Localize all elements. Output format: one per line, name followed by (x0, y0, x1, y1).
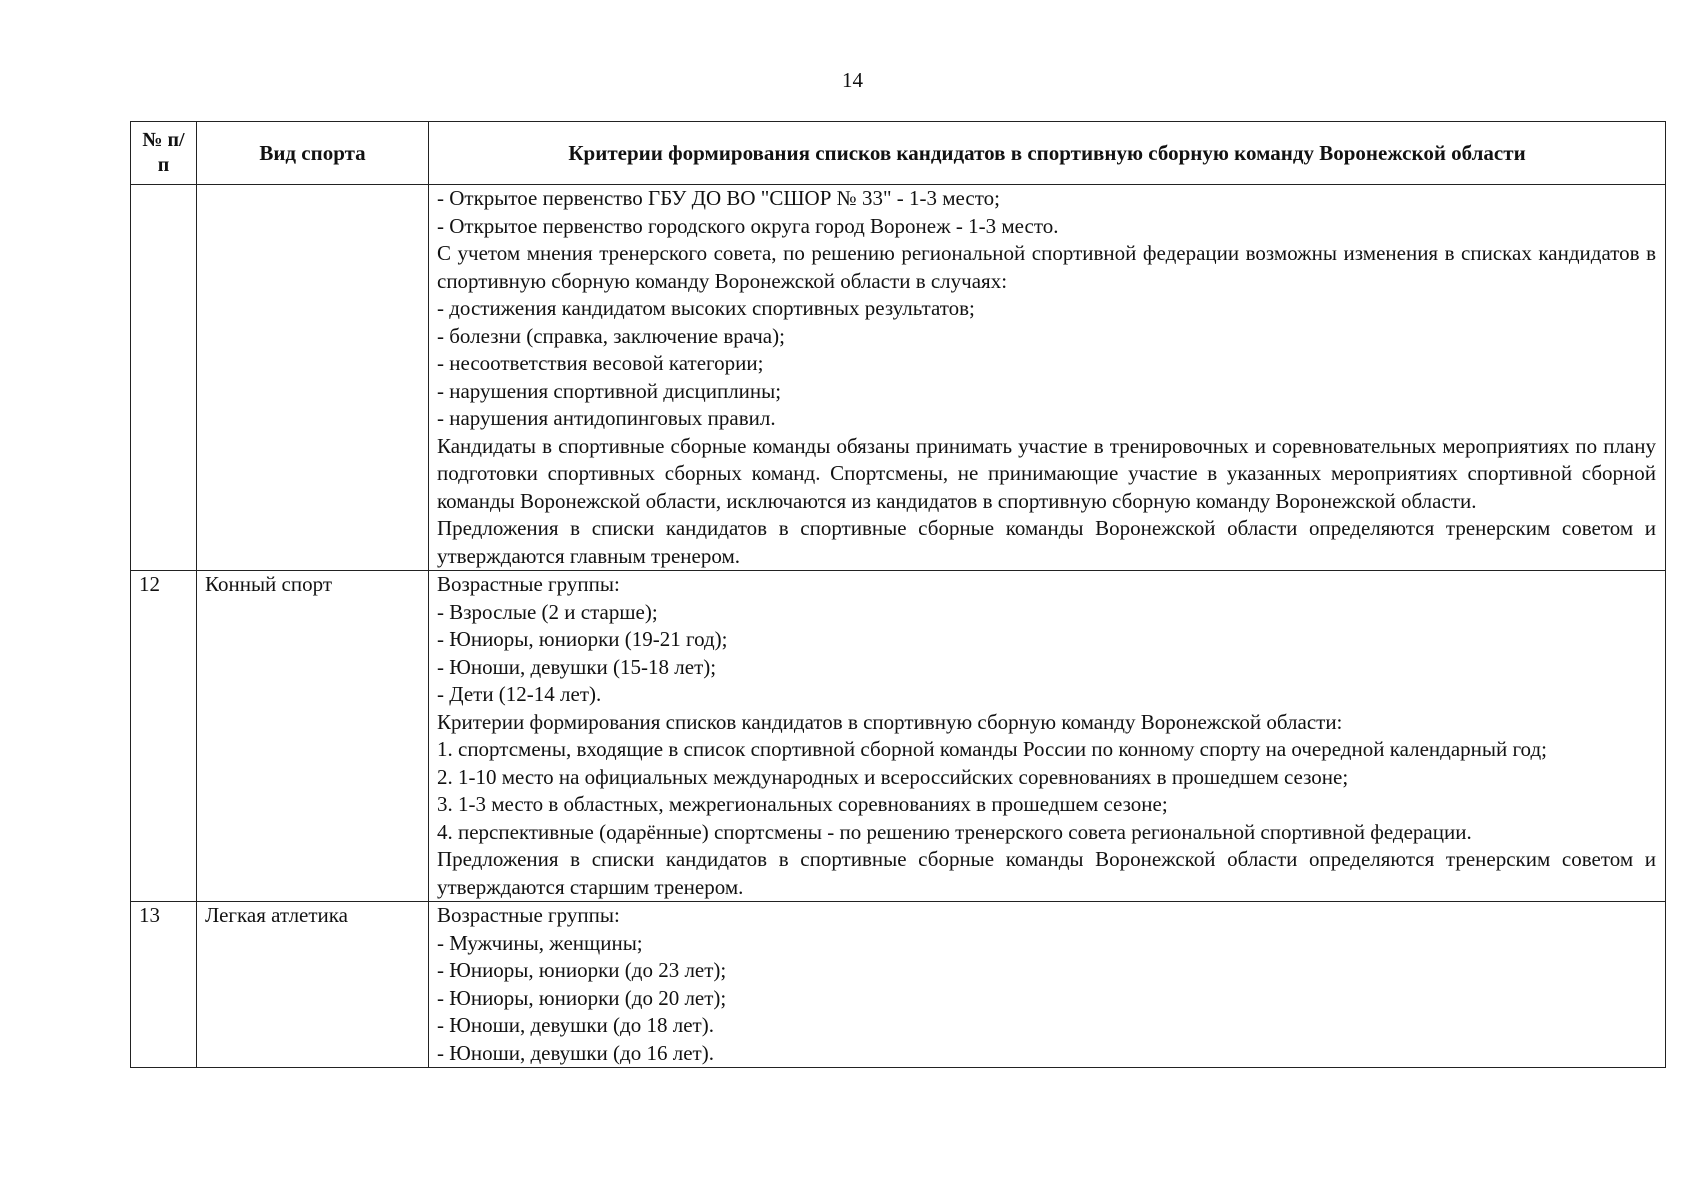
criteria-line: - Дети (12-14 лет). (437, 682, 602, 706)
criteria-paragraph: 1. спортсмены, входящие в список спортивной сборной команды России по конному спорту на очередной календарный год; (437, 737, 1547, 761)
row-sport (197, 185, 429, 571)
criteria-line: - Юноши, девушки (15-18 лет); (437, 654, 717, 679)
row-number (131, 185, 197, 571)
table-header-row (131, 122, 1666, 185)
page-number: 14 (842, 68, 863, 92)
row-criteria (429, 571, 1666, 902)
criteria-paragraph: Кандидаты в спортивные сборные команды обязаны принимать участие в тренировочных и соревновательных мероприятиях по плану подготовки спортивных сборных команд. Спортсмены, не принимающие участие в указанных мероприятиях спортивной сборной команды Воронежской области, исключаются из кандидатов в спортивную сборную команду Воронежской области. (437, 433, 1656, 513)
row-number: 12 (131, 571, 197, 902)
criteria-line: Критерии формирования списков кандидатов в спортивную сборную команду Воронежской области: (437, 709, 1343, 734)
criteria-line: - Мужчины, женщины; (437, 930, 643, 955)
criteria-line: - достижения кандидатом высоких спортивных результатов; (437, 296, 975, 320)
criteria-line: Возрастные группы: (437, 903, 620, 927)
table-row (131, 902, 1666, 1068)
criteria-line: - нарушения спортивной дисциплины; (437, 378, 782, 403)
criteria-line: - Юноши, девушки (до 16 лет). (437, 1040, 714, 1065)
row-sport: Конный спорт (197, 571, 429, 902)
criteria-line: - нарушения антидопинговых правил. (437, 406, 776, 430)
table-row (131, 571, 1666, 902)
criteria-line: 4. перспективные (одарённые) спортсмены - по решению тренерского совета региональной спортивной федерации. (437, 819, 1472, 844)
criteria-line: - несоответствия весовой категории; (437, 351, 764, 375)
column-header-criteria: Критерии формирования списков кандидатов в спортивную сборную команду Воронежской области (429, 122, 1666, 185)
criteria-line: - Взрослые (2 и старше); (437, 599, 658, 624)
criteria-line: 3. 1-3 место в областных, межрегиональных соревнованиях в прошедшем сезоне; (437, 792, 1168, 816)
column-header-num: № п/п (131, 122, 197, 185)
criteria-line: - Открытое первенство городского округа город Воронеж - 1-3 место. (437, 213, 1059, 238)
criteria-paragraph: Предложения в списки кандидатов в спортивные сборные команды Воронежской области определяются тренерским советом и утверждаются главным тренером. (437, 516, 1656, 568)
criteria-line: - Открытое первенство ГБУ ДО ВО "СШОР № 33" - 1-3 место; (437, 186, 1000, 210)
criteria-line: 2. 1-10 место на официальных международных и всероссийских соревнованиях в прошедшем сезоне; (437, 764, 1349, 789)
criteria-line: Возрастные группы: (437, 572, 620, 596)
criteria-paragraph: С учетом мнения тренерского совета, по решению региональной спортивной федерации возможны изменения в списках кандидатов в спортивную сборную команду Воронежской области в случаях: (437, 241, 1656, 293)
row-criteria (429, 902, 1666, 1068)
row-number: 13 (131, 902, 197, 1068)
criteria-table (130, 121, 1666, 1068)
criteria-line: - болезни (справка, заключение врача); (437, 323, 785, 348)
table-row (131, 185, 1666, 571)
row-sport: Легкая атлетика (197, 902, 429, 1068)
row-criteria (429, 185, 1666, 571)
criteria-paragraph: Предложения в списки кандидатов в спортивные сборные команды Воронежской области определяются тренерским советом и утверждаются старшим тренером. (437, 847, 1656, 899)
criteria-line: - Юниоры, юниорки (до 23 лет); (437, 958, 727, 982)
criteria-line: - Юноши, девушки (до 18 лет). (437, 1013, 714, 1037)
column-header-sport: Вид спорта (197, 122, 429, 185)
criteria-line: - Юниоры, юниорки (19-21 год); (437, 627, 728, 651)
criteria-line: - Юниоры, юниорки (до 20 лет); (437, 985, 727, 1010)
